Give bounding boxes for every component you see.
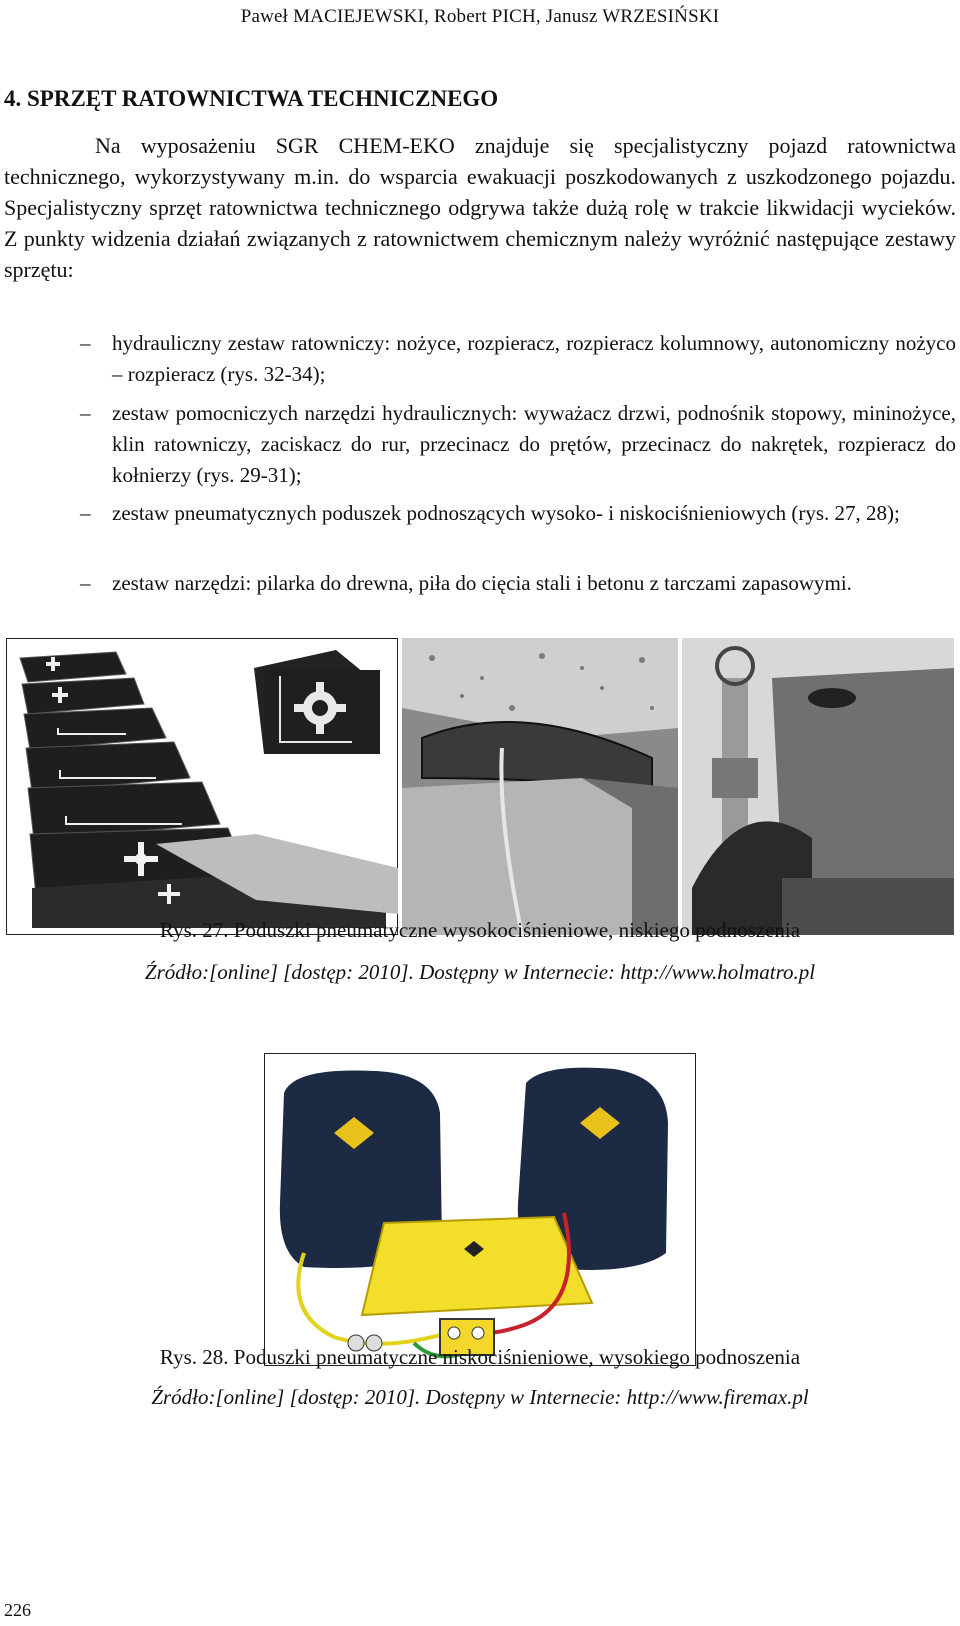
running-head: Paweł MACIEJEWSKI, Robert PICH, Janusz WRZESIŃSKI bbox=[240, 6, 720, 27]
photo-bag-under-concrete bbox=[402, 638, 678, 935]
list-item-text: zestaw pomocniczych narzędzi hydraulicznych: wyważacz drzwi, podnośnik stopowy, mininożyce, klin ratowniczy, zaciskacz do rur, przecinacz do prętów, przecinacz do nakrętek, rozpieracz do kołnierzy (rys. 29-31); bbox=[112, 401, 956, 487]
list-dash: – bbox=[80, 401, 91, 425]
list-item-text: zestaw pneumatycznych poduszek podnoszących wysoko- i niskociśnieniowych (rys. 27, 28); bbox=[112, 501, 900, 525]
figure-27-photos bbox=[6, 638, 954, 935]
figure-28-caption: Rys. 28. Poduszki pneumatyczne niskociśnieniowe, wysokiego podnoszenia bbox=[159, 1345, 801, 1369]
figure-27-caption: Rys. 27. Poduszki pneumatyczne wysokociśnieniowe, niskiego podnoszenia bbox=[159, 918, 801, 942]
list-item-text: zestaw narzędzi: pilarka do drewna, piła do cięcia stali i betonu z tarczami zapasowymi. bbox=[112, 571, 852, 595]
photo-low-pressure-lifting-bags bbox=[264, 1053, 696, 1366]
intro-paragraph: Na wyposażeniu SGR CHEM-EKO znajduje się specjalistyczny pojazd ratownictwa technicznego, wykorzystywany m.in. do wsparcia ewakuacji poszkodowanych z uszkodzonego pojazdu. Specjalistyczny sprzęt ratownictwa technicznego odgrywa także dużą rolę w trakcie likwidacji wycieków. Z punkty widzenia działań związanych z ratownictwem chemicznym należy wyróżnić następujące zestawy sprzętu: bbox=[4, 133, 956, 282]
figure-28-source: Źródło:[online] [dostęp: 2010]. Dostępny w Internecie: http://www.firemax.pl bbox=[151, 1385, 809, 1409]
page-number: 226 bbox=[4, 1600, 31, 1620]
list-dash: – bbox=[80, 571, 91, 595]
section-title: 4. SPRZĘT RATOWNICTWA TECHNICZNEGO bbox=[4, 86, 499, 111]
photo-bag-under-pipe-valve bbox=[682, 638, 954, 935]
photo-stacked-lifting-bags bbox=[6, 638, 398, 935]
figure-27-source: Źródło:[online] [dostęp: 2010]. Dostępny w Internecie: http://www.holmatro.pl bbox=[144, 960, 816, 984]
list-dash: – bbox=[80, 331, 91, 355]
list-dash: – bbox=[80, 501, 91, 525]
list-item-text: hydrauliczny zestaw ratowniczy: nożyce, rozpieracz, rozpieracz kolumnowy, autonomiczny nożyco – rozpieracz (rys. 32-34); bbox=[112, 331, 956, 386]
